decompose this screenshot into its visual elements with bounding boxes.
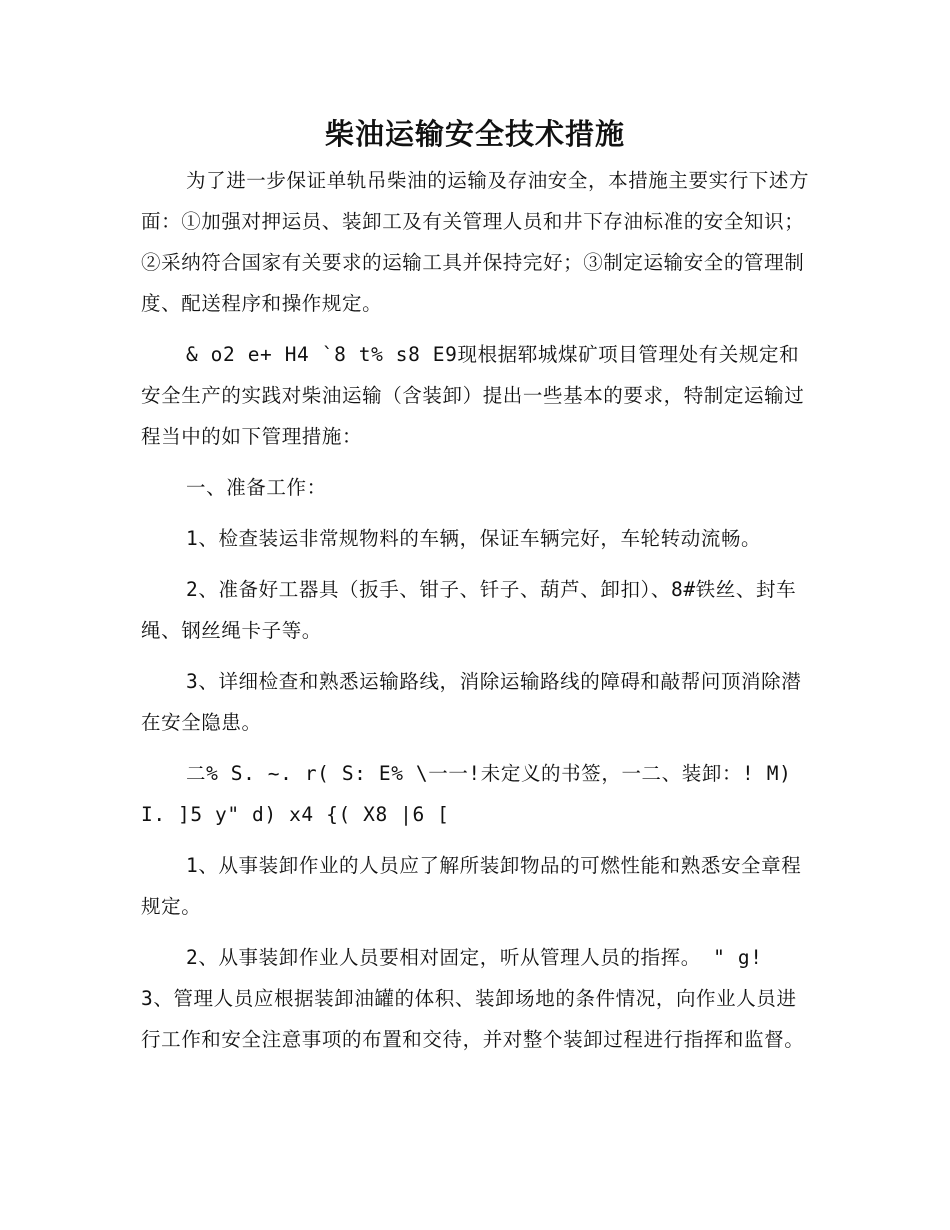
list-item-prep-2: 2、准备好工器具（扳手、钳子、钎子、葫芦、卸扣）、8#铁丝、封车绳、钢丝绳卡子等。 (141, 578, 797, 642)
document-title: 柴油运输安全技术措施 (324, 117, 625, 151)
list-item-prep-3: 3、详细检查和熟悉运输路线，消除运输路线的障碍和敲帮问顶消除潜在安全隐患。 (141, 670, 802, 734)
list-item-prep-1: 1、检查装运非常规物料的车辆，保证车辆完好，车轮转动流畅。 (186, 527, 762, 550)
section-heading-preparation: 一、准备工作： (186, 476, 327, 499)
list-item-loading-2: 2、从事装卸作业人员要相对固定，听从管理人员的指挥。 " g! (186, 946, 763, 969)
document-body (141, 160, 813, 1070)
section-heading-loading: 二% S. ~. r( S: E% \一一!未定义的书签，一二、装卸：! M) I. ]5 y" d) x4 {( X8 |6 [ (141, 762, 792, 826)
list-item-loading-3: 3、管理人员应根据装卸油罐的体积、装卸场地的条件情况，向作业人员进行工作和安全注意事项的布置和交待，并对整个装卸过程进行指挥和监督。 (141, 987, 805, 1051)
paragraph-intro: 为了进一步保证单轨吊柴油的运输及存油安全，本措施主要实行下述方面：①加强对押运员、装卸工及有关管理人员和井下存油标准的安全知识；②采纳符合国家有关要求的运输工具并保持完好；③制定运输安全的管理制度、配送程序和操作规定。 (141, 169, 810, 315)
list-item-loading-1: 1、从事装卸作业的人员应了解所装卸物品的可燃性能和熟悉安全章程规定。 (141, 854, 802, 918)
paragraph-basis: & o2 e+ H4 `8 t% s8 E9现根据郓城煤矿项目管理处有关规定和安全生产的实践对柴油运输（含装卸）提出一些基本的要求，特制定运输过程当中的如下管理措施： (141, 343, 805, 448)
